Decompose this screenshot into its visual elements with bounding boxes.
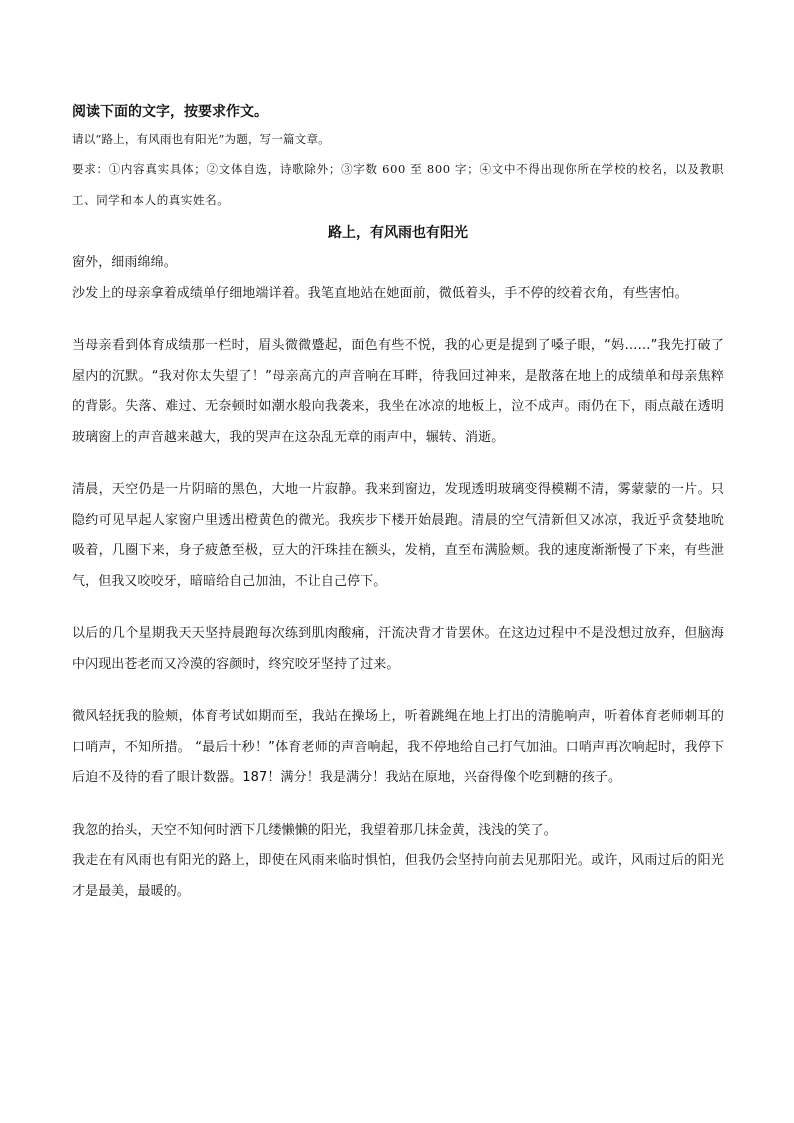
essay-title: 路上，有风雨也有阳光 — [328, 225, 468, 241]
essay-prompt: 请以“路上，有风雨也有阳光”为题，写一篇文章。 — [72, 132, 330, 146]
essay-requirements: 要求：①内容真实具体；②文体自选，诗歌除外；③字数 600 至 800 字；④文中不得出现你所在学校的校名，以及教职工、同学和本人的真实姓名。 — [72, 162, 724, 207]
essay-paragraph-1: 窗外，细雨绵绵。 — [72, 255, 177, 270]
essay-paragraph-6: 微风轻抚我的脸颊，体育考试如期而至，我站在操场上，听着跳绳在地上打出的清脆响声，听着体育老师刺耳的口哨声，不知所措。 “最后十秒！”体育老师的声音响起，我不停地给自己打气加油。口哨声再次响起时，我停下后迫不及待的看了眼计数器。187！满分！我是满分！我站在原地，兴奋得像个吃到糖的孩子。 — [72, 709, 724, 785]
instruction-title: 阅读下面的文字，按要求作文。 — [72, 104, 268, 120]
essay-paragraph-8: 我走在有风雨也有阳光的路上，即使在风雨来临时惧怕，但我仍会坚持向前去见那阳光。或许，风雨过后的阳光才是最美，最暖的。 — [72, 853, 724, 899]
essay-paragraph-2: 沙发上的母亲拿着成绩单仔细地端详着。我笔直地站在她面前，微低着头，手不停的绞着衣角，有些害怕。 — [72, 285, 688, 301]
essay-paragraph-5: 以后的几个星期我天天坚持晨跑每次练到肌肉酸痛，汗流决背才肯罢休。在这边过程中不是没想过放弃，但脑海中闪现出苍老而又冷漠的容颜时，终究咬牙坚持了过来。 — [72, 626, 724, 672]
essay-paragraph-7: 我忽的抬头，天空不知何时洒下几缕懒懒的阳光，我望着那几抹金黄，浅浅的笑了。 — [72, 822, 557, 838]
essay-paragraph-4: 清晨，天空仍是一片阴暗的黑色，大地一片寂静。我来到窗边，发现透明玻璃变得模糊不清，雾蒙蒙的一片。只隐约可见早起人家窗户里透出橙黄色的微光。我疾步下楼开始晨跑。清晨的空气清新但又冰凉，我近乎贪婪地吮吸着，几圈下来，身子疲惫至极，豆大的汗珠挂在额头，发梢，直至布满脸颊。我的速度渐渐慢了下来，有些泄气，但我又咬咬牙，暗暗给自己加油，不让自己停下。 — [72, 482, 724, 589]
document-content — [72, 100, 724, 907]
essay-paragraph-3: 当母亲看到体育成绩那一栏时，眉头微微蹙起，面色有些不悦，我的心更是提到了嗓子眼，“妈……”我先打破了屋内的沉默。“我对你太失望了！”母亲高亢的声音响在耳畔，待我回过神来，是散落在地上的成绩单和母亲焦粹的背影。失落、难过、无奈顿时如潮水般向我袭来，我坐在冰凉的地板上，泣不成声。雨仍在下，雨点敲在透明玻璃窗上的声音越来越大，我的哭声在这杂乱无章的雨声中，辗转、消逝。 — [72, 338, 724, 445]
